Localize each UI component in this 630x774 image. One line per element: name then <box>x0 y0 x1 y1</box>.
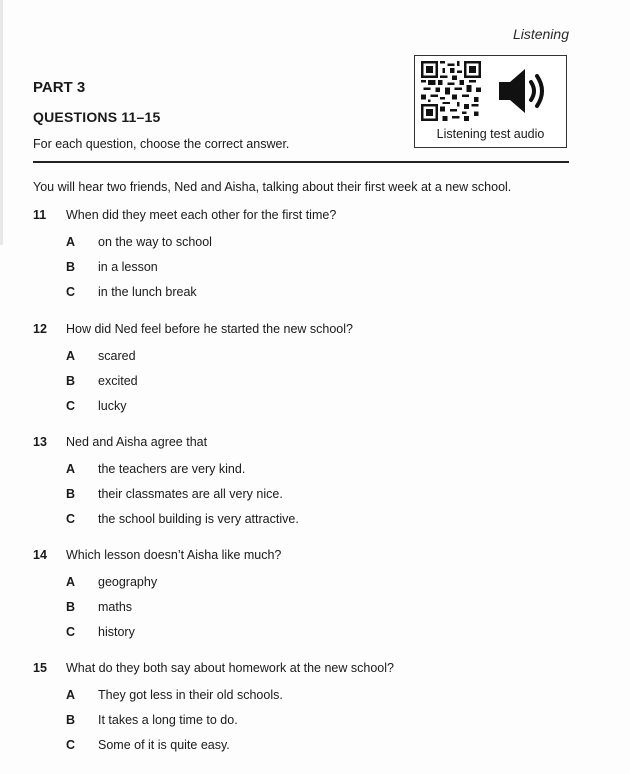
option-a[interactable] <box>33 235 573 260</box>
option-c[interactable] <box>33 738 573 763</box>
speaker-icon[interactable] <box>497 66 551 116</box>
option-letter: C <box>66 625 76 639</box>
question-number: 13 <box>33 435 47 449</box>
instruction-text: For each question, choose the correct answer. <box>33 137 290 151</box>
option-a[interactable] <box>33 688 573 713</box>
option-a[interactable] <box>33 349 573 374</box>
audio-caption: Listening test audio <box>436 127 545 141</box>
option-text: geography <box>98 575 158 589</box>
option-text: the teachers are very kind. <box>98 462 246 476</box>
section-divider <box>33 161 569 163</box>
option-letter: A <box>66 349 76 363</box>
option-b[interactable] <box>33 374 573 399</box>
option-letter: C <box>66 512 76 526</box>
question-text: Ned and Aisha agree that <box>66 435 208 449</box>
option-text: in the lunch break <box>98 285 197 299</box>
question-text: When did they meet each other for the first time? <box>66 208 337 222</box>
option-a[interactable] <box>33 575 573 600</box>
option-letter: C <box>66 399 76 413</box>
question-text: How did Ned feel before he started the new school? <box>66 322 353 336</box>
option-letter: B <box>66 487 76 501</box>
option-letter: B <box>66 600 76 614</box>
option-text: lucky <box>98 399 127 413</box>
section-label: Listening <box>512 26 569 42</box>
question-number: 12 <box>33 322 47 336</box>
option-letter: A <box>66 575 76 589</box>
option-text: history <box>98 625 135 639</box>
option-letter: B <box>66 260 76 274</box>
option-c[interactable] <box>33 625 573 650</box>
option-text: their classmates are all very nice. <box>98 487 283 501</box>
question-number: 15 <box>33 661 47 675</box>
question-15 <box>33 661 573 763</box>
option-letter: B <box>66 713 76 727</box>
questions-range: QUESTIONS 11–15 <box>33 109 161 125</box>
question-text: What do they both say about homework at the new school? <box>66 661 394 675</box>
option-text: maths <box>98 600 133 614</box>
intro-text: You will hear two friends, Ned and Aisha, talking about their first week at a new school. <box>33 180 512 194</box>
option-text: They got less in their old schools. <box>98 688 283 702</box>
option-letter: A <box>66 462 76 476</box>
option-b[interactable] <box>33 487 573 512</box>
option-c[interactable] <box>33 512 573 537</box>
option-text: scared <box>98 349 136 363</box>
option-text: the school building is very attractive. <box>98 512 299 526</box>
question-number: 11 <box>33 208 47 222</box>
option-c[interactable] <box>33 285 573 310</box>
question-11 <box>33 208 573 310</box>
option-letter: B <box>66 374 76 388</box>
question-13 <box>33 435 573 537</box>
option-letter: C <box>66 738 76 752</box>
option-b[interactable] <box>33 600 573 625</box>
option-b[interactable] <box>33 713 573 738</box>
qr-code-icon[interactable] <box>421 61 481 121</box>
option-text: It takes a long time to do. <box>98 713 238 727</box>
option-letter: A <box>66 235 76 249</box>
option-text: Some of it is quite easy. <box>98 738 230 752</box>
question-12 <box>33 322 573 424</box>
question-14 <box>33 548 573 650</box>
option-c[interactable] <box>33 399 573 424</box>
option-letter: A <box>66 688 76 702</box>
part-title: PART 3 <box>33 79 86 96</box>
option-a[interactable] <box>33 462 573 487</box>
option-text: on the way to school <box>98 235 212 249</box>
question-text: Which lesson doesn’t Aisha like much? <box>66 548 282 562</box>
option-letter: C <box>66 285 76 299</box>
option-text: in a lesson <box>98 260 158 274</box>
audio-link-box[interactable] <box>414 55 567 148</box>
question-number: 14 <box>33 548 47 562</box>
option-text: excited <box>98 374 138 388</box>
option-b[interactable] <box>33 260 573 285</box>
